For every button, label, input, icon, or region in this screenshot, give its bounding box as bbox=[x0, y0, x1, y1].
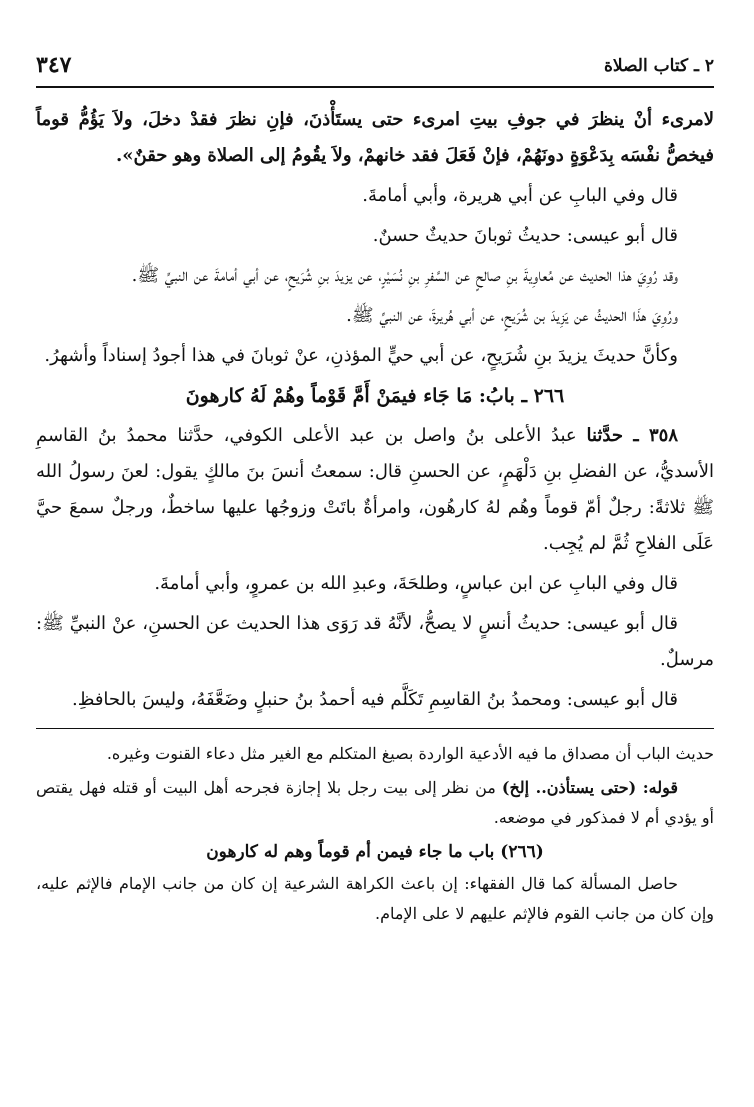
running-chapter-title: ٢ ـ كتاب الصلاة bbox=[604, 56, 714, 76]
commentary bbox=[36, 739, 714, 929]
note-2 bbox=[36, 773, 714, 833]
note-4: حاصل المسألة كما قال الفقهاء: إن باعث الكراهة الشرعية إن كان من جانب الإمام فالإثم عليه، وإن كان من جانب القوم فالإثم عليهم لا على الإمام. bbox=[36, 874, 714, 923]
paragraph-riwaya-1: وقد رُوِيَ هذا الحديث عن مُعاوِيةَ بنِ صالحٍ عن السَّفرِ بنِ نُسَيْرٍ، عن يزيدَ بنِ شُرَيحٍ، عن أبي أمامةَ عن النبيِّ ﷺ. bbox=[131, 265, 678, 286]
page-header bbox=[36, 0, 714, 88]
chapter-heading: ٢٦٦ ـ بابُ: مَا جَاء فيمَنْ أَمَّ قَوْماً وهُمْ لَهُ كارهونَ bbox=[185, 385, 565, 407]
hadith-body: عبدُ الأعلى بنُ واصل بن عبد الأعلى الكوفي، حدَّثنا محمدُ بنُ القاسمِ الأسديُّ، عن الفضلِ بنِ دَلْهَمٍ، عن الحسنِ قال: سمعتُ أنسَ بنَ مالكٍ يقول: لعنَ رسولُ الله ﷺ ثلاثةً: رجلٌ أمّ قوماً وهُم لهُ كارهُون، وامرأةٌ باتَتْ وزوجُها عليها ساخطٌ، ورجلٌ سمعَ حيَّ عَلَى الفلاحِ ثُمَّ لم يُجِب. bbox=[36, 425, 714, 554]
header-rule bbox=[36, 86, 714, 88]
page-number: ٣٤٧ bbox=[36, 52, 72, 78]
hadith-number: ٣٥٨ ـ حدَّثنا bbox=[586, 425, 678, 446]
hadith-358 bbox=[36, 418, 714, 562]
paragraph-bab-2: قال وفي البابِ عن ابن عباسٍ، وطلحَةَ، وعبدِ الله بن عمروٍ، وأبي أمامةَ. bbox=[154, 573, 678, 594]
paragraph-abu-isa-3: قال أبو عيسى: ومحمدُ بنُ القاسِمِ تَكَلَّم فيه أحمدُ بنُ حنبلٍ وضَعَّفَهُ، وليسَ بالحافظِ. bbox=[72, 689, 678, 710]
note-2-label: قوله: (حتى يستأذن.. إلخ) bbox=[501, 778, 678, 797]
footnote-separator bbox=[36, 728, 714, 729]
note-chapter-heading: (٢٦٦) باب ما جاء فيمن أم قوماً وهم له كارهون bbox=[206, 842, 544, 862]
main-text bbox=[36, 102, 714, 718]
paragraph-bab: قال وفي البابِ عن أبي هريرة، وأبي أمامةَ. bbox=[362, 185, 678, 206]
paragraph-abu-isa-2: قال أبو عيسى: حديثُ أنسٍ لا يصحُّ، لأنَّهُ قد رَوَى هذا الحديث عن الحسنِ، عنْ النبيِّ ﷺ: مرسلٌ. bbox=[36, 613, 714, 670]
note-2-text: من نظر إلى بيت رجل بلا إجازة فجرحه أهل البيت أو قتله فهل يقتص أو يؤدي أم لا فمذكور في موضعه. bbox=[36, 778, 714, 827]
paragraph-riwaya-3: وكأنَّ حديثَ يزيدَ بنِ شُرَيحٍ، عن أبي حيٍّ المؤذنِ، عنْ ثوبانَ في هذا أجودُ إسناداً وأشهرُ. bbox=[44, 345, 678, 366]
hadith-continuation: لامرىء أنْ ينظرَ في جوفِ بيتِ امرىء حتى يستَأْذنَ، فإنِ نظرَ فقدْ دخلَ، ولاَ يَؤُمُّ قوماً فيخصُّ نفْسَه بِدَعْوَةٍ دونَهُمْ، فإنْ فَعَلَ فقد خانهمْ، ولاَ يقُومُ إلى الصلاة وهو حقنٌ». bbox=[36, 109, 714, 166]
paragraph-abu-isa: قال أبو عيسى: حديثُ ثوبانَ حديثٌ حسنٌ. bbox=[372, 225, 678, 246]
note-1: حديث الباب أن مصداق ما فيه الأدعية الواردة بصيغ المتكلم مع الغير مثل دعاء القنوت وغيره. bbox=[106, 744, 714, 763]
paragraph-riwaya-2: ورُوِيَ هذَا الحديثُ عن يَزِيدَ بن شُرَيحٍ، عن أبي هُريرةَ، عن النبيِّ ﷺ. bbox=[346, 305, 678, 326]
